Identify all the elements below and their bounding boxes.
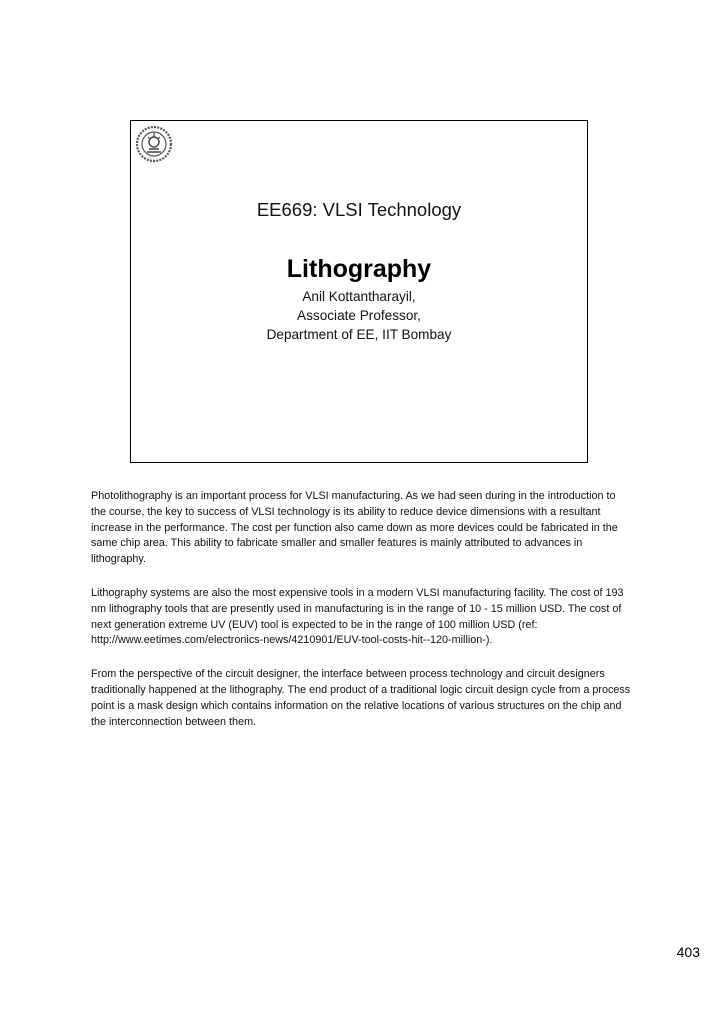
course-title: EE669: VLSI Technology [256, 199, 462, 220]
author-department: Department of EE, IIT Bombay [266, 327, 452, 342]
page-number: 403 [676, 944, 700, 960]
author-position: Associate Professor, [297, 308, 421, 323]
slide-thumbnail [130, 120, 588, 463]
slide-title: Lithography [286, 255, 432, 283]
notes-paragraph-2: Lithography systems are also the most expensive tools in a modern VLSI manufacturing facility. The cost of 193 nm lithography tools that are presently used in manufacturing is in the range of 10 - 15 million USD. The cost of next generation extreme UV (EUV) tool is expected to be in the range of 100 million USD (ref: http://www.eetimes.com/electronics-news/4210901/EUV-tool-costs-hit--120-million-). [91, 586, 624, 647]
notes-paragraph-1: Photolithography is an important process for VLSI manufacturing. As we had seen during in the introduction to the course, the key to success of VLSI technology is its ability to reduce device dimensions with a resultant increase in the performance. The cost per function also came down as more devices could be fabricated in the same chip area. This ability to fabricate smaller and smaller features is mainly attributed to advances in lithography. [91, 490, 618, 566]
author-name: Anil Kottantharayil, [302, 289, 416, 304]
notes-paragraph-3: From the perspective of the circuit designer, the interface between process technology and circuit designers traditionally happened at the lithography. The end product of a traditional logic circuit design cycle from a process point is a mask design which contains information on the relative locations of various structures on the chip and the interconnection between them. [91, 668, 631, 728]
iit-bombay-logo-icon [135, 125, 173, 163]
lecture-notes [91, 489, 631, 748]
